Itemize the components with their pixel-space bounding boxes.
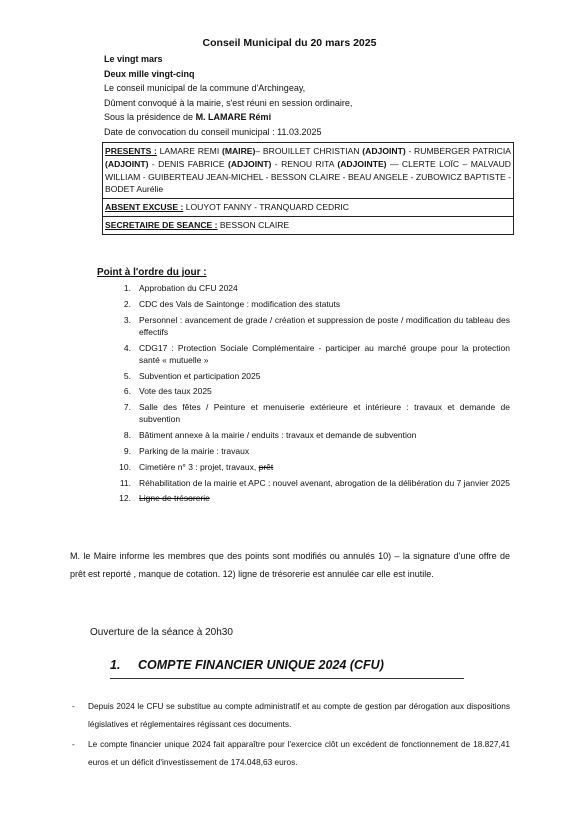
presents-cell: PRESENTS : LAMARE REMI (MAIRE)– BROUILLET CHRISTIAN (ADJOINT) - RUMBERGER PATRICIA (ADJOINT) - DENIS FABRICE (ADJOINT) - RENOU RITA (ADJOINTE) — CLERTE LOÏC – MALVAUD WILLIAM - GUIBERTEAU JEAN-MICHEL - BESSON CLAIRE - BEAU ANGELE - ZUBOWICZ BAPTISTE - BODET Aurélie <box>105 146 511 195</box>
section-heading <box>110 658 464 679</box>
agenda-heading: Point à l'ordre du jour : <box>97 267 207 278</box>
absent-label: ABSENT EXCUSE : <box>105 202 184 213</box>
list-item: 5. Subvention et participation 2025 <box>123 370 261 381</box>
absent-value: LOUYOT FANNY - TRANQUARD CEDRIC <box>183 202 350 213</box>
secretary-value: BESSON CLAIRE <box>217 219 290 230</box>
list-item: 12. Ligne de trésorerie <box>104 492 510 504</box>
secretary-label: SECRETAIRE DE SEANCE : <box>105 219 218 230</box>
list-item: 7. Salle des fêtes / Peinture et menuiserie extérieure et intérieure : travaux et demande de subvention <box>123 402 510 425</box>
meeting-intro <box>104 52 352 139</box>
list-item: 8. Bâtiment annexe à la mairie / enduits : travaux et demande de subvention <box>123 430 417 441</box>
agenda-list <box>104 282 510 508</box>
struck-text: prêt <box>258 461 274 472</box>
list-item: 6. Vote des taux 2025 <box>123 386 212 397</box>
list-item: 4. CDG17 : Protection Sociale Complémentaire - participer au marché groupe pour la protection santé « mutuelle » <box>123 342 510 365</box>
intro-convocation: Dûment convoqué à la mairie, s'est réuni en session ordinaire, <box>104 97 353 108</box>
list-item: 1. Approbation du CFU 2024 <box>123 283 238 293</box>
document-title: Conseil Municipal du 20 mars 2025 <box>202 37 377 49</box>
presents-label: PRESENTS : <box>105 146 157 156</box>
list-item: 9. Parking de la mairie : travaux <box>123 445 250 456</box>
list-item: 11. Réhabilitation de la mairie et APC : nouvel avenant, abrogation de la délibération du 7 janvier 2025 <box>119 477 510 488</box>
attendance-table <box>102 142 514 235</box>
intro-date-year: Deux mille vingt-cinq <box>104 68 195 79</box>
intro-date-day: Le vingt mars <box>104 54 163 64</box>
struck-text: Ligne de trésorerie <box>139 493 210 504</box>
mayor-note: M. le Maire informe les membres que des points sont modifiés ou annulés 10) – la signature d'une offre de prêt est reporté , manque de cotation. 12) ligne de trésorerie est annulée car elle est inutile. <box>70 551 510 579</box>
section-number: 1. <box>110 658 121 672</box>
list-item: - Le compte financier unique 2024 fait apparaître pour l'exercice clôt un excédent de fonctionnement de 18.827,41 euros et un déficit d'investissement de 174.048,63 euros. <box>72 739 510 767</box>
bullet-list <box>72 697 510 771</box>
intro-convocation-date: Date de convocation du conseil municipal : 11.03.2025 <box>104 126 322 137</box>
absent-cell <box>103 198 513 216</box>
list-item: 2. CDC des Vals de Saintonge : modification des statuts <box>123 298 341 309</box>
section-title: COMPTE FINANCIER UNIQUE 2024 (CFU) <box>138 658 384 672</box>
list-item: 3. Personnel : avancement de grade / création et suppression de poste / modification du tableau des effectifs <box>123 314 510 337</box>
list-item: - Depuis 2024 le CFU se substitue au compte administratif et au compte de gestion par dérogation aux dispositions législatives et réglementaires régissant ces documents. <box>72 701 510 729</box>
session-opening: Ouverture de la séance à 20h30 <box>90 627 233 638</box>
intro-council: Le conseil municipal de la commune d'Archingeay, <box>104 83 306 93</box>
president-name: M. LAMARE Rémi <box>195 112 272 122</box>
intro-presidency: Sous la présidence de M. LAMARE Rémi <box>104 112 272 122</box>
list-item: 10. Cimetière n° 3 : projet, travaux, prêt <box>119 461 274 472</box>
secretary-cell <box>103 216 513 234</box>
